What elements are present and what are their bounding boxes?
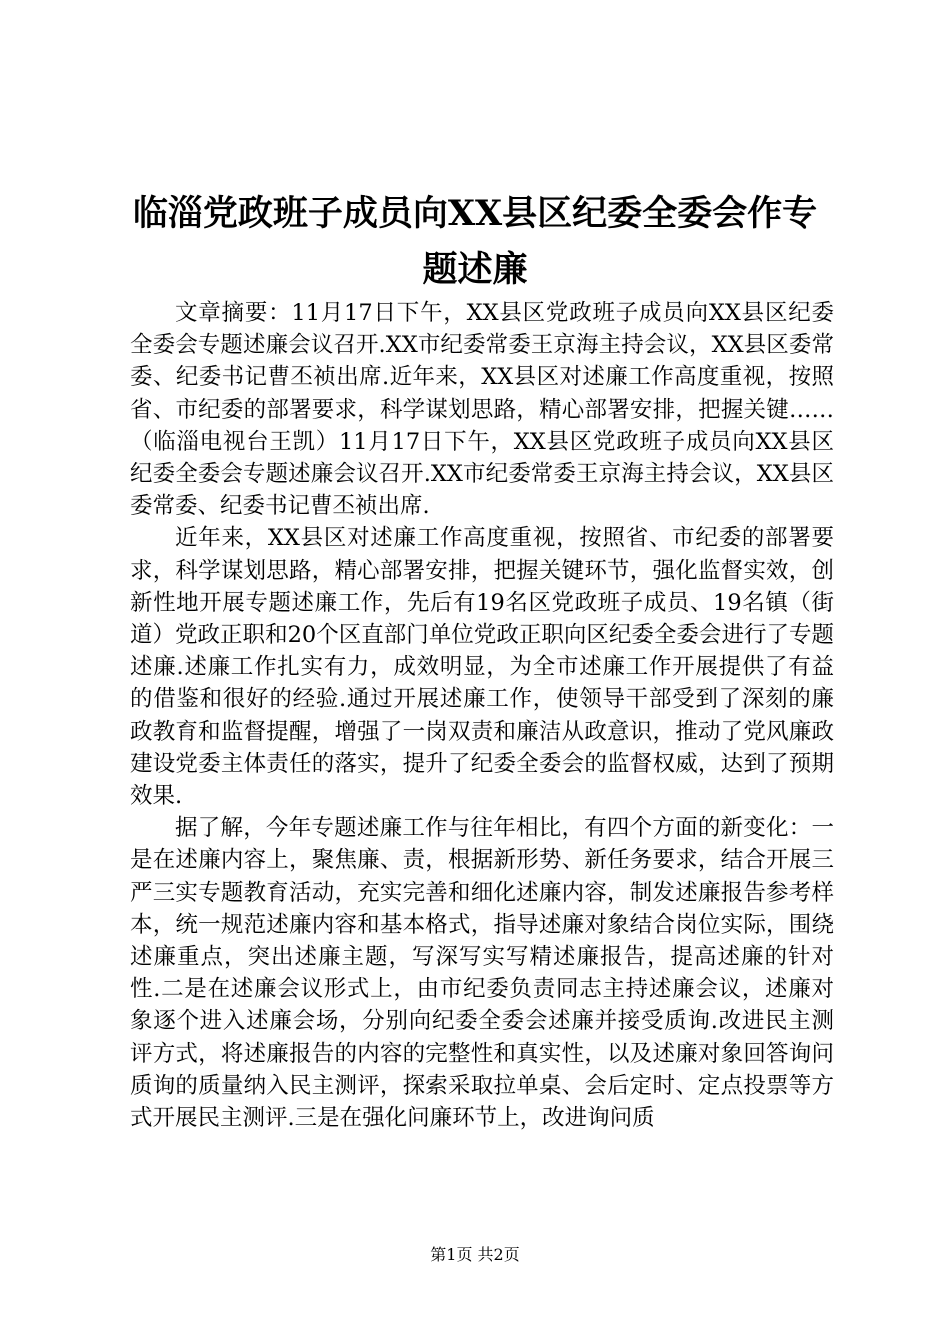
page-footer: 第1页 共2页 <box>430 1245 520 1264</box>
paragraph-changes: 据了解，今年专题述廉工作与往年相比，有四个方面的新变化：一是在述廉内容上，聚焦廉、责，根据新形势、新任务要求，结合开展三严三实专题教育活动，充实完善和细化述廉内容，制发述廉报告参考样本，统一规范述廉内容和基本格式，指导述廉对象结合岗位实际，围绕述廉重点，突出述廉主题，写深写实写精述廉报告，提高述廉的针对性.二是在述廉会议形式上，由市纪委负责同志主持述廉会议，述廉对象逐个进入述廉会场，分别向纪委全委会述廉并接受质询.改进民主测评方式，将述廉报告的内容的完整性和真实性，以及述廉对象回答询问质询的质量纳入民主测评，探索采取拉单桌、会后定时、定点投票等方式开展民主测评.三是在强化问廉环节上，改进询问质 <box>130 815 834 1132</box>
title-line-1: 临淄党政班子成员向XX县区纪委全委会作专 <box>132 193 818 234</box>
document-title <box>110 186 840 298</box>
paragraph-abstract: 文章摘要：11月17日下午，XX县区党政班子成员向XX县区纪委全委会专题述廉会议召开.XX市纪委常委王京海主持会议，XX县区委常委、纪委书记曹丕祯出席.近年来，XX县区对述廉工作高度重视，按照省、市纪委的部署要求，科学谋划思路，精心部署安排，把握关键……（临淄电视台王凯）11月17日下午，XX县区党政班子成员向XX县区纪委全委会专题述廉会议召开.XX市纪委常委王京海主持会议，XX县区委常委、纪委书记曹丕祯出席. <box>130 300 834 520</box>
document-body <box>130 297 834 1134</box>
paragraph-overview: 近年来，XX县区对述廉工作高度重视，按照省、市纪委的部署要求，科学谋划思路，精心部署安排，把握关键环节，强化监督实效，创新性地开展专题述廉工作，先后有19名区党政班子成员、19名镇（街道）党政正职和20个区直部门单位党政正职向区纪委全委会进行了专题述廉.述廉工作扎实有力，成效明显，为全市述廉工作开展提供了有益的借鉴和很好的经验.通过开展述廉工作，使领导干部受到了深刻的廉政教育和监督提醒，增强了一岗双责和廉洁从政意识，推动了党风廉政建设党委主体责任的落实，提升了纪委全委会的监督权威，达到了预期效果. <box>130 525 834 810</box>
title-line-2: 题述廉 <box>422 249 528 290</box>
